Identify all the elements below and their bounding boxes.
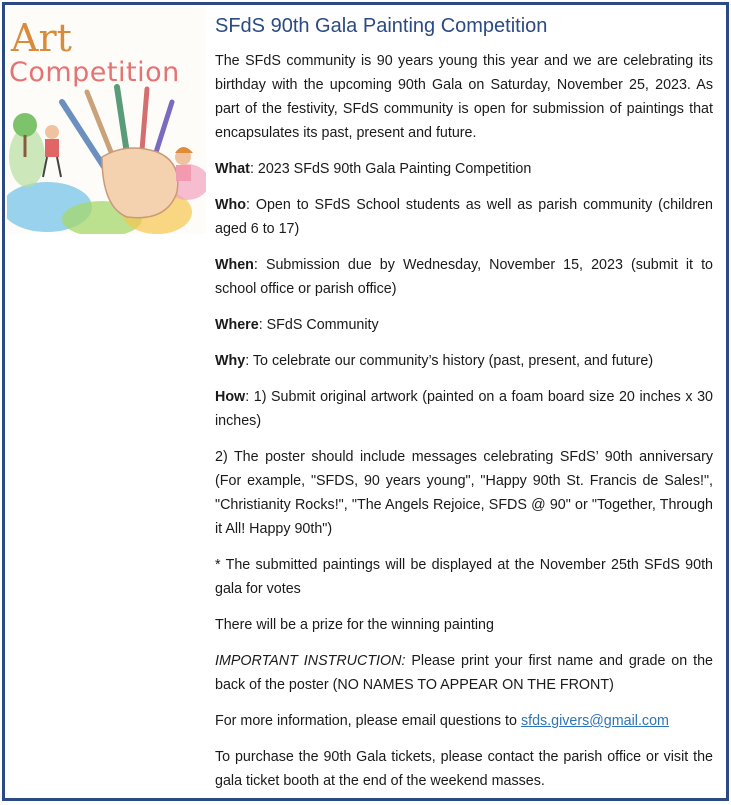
where-text: : SFdS Community [258, 317, 379, 333]
what-line [215, 157, 713, 181]
art-illustration-icon [7, 7, 206, 234]
when-label: When [215, 257, 254, 273]
how-text: : 1) Submit original artwork (painted on a foam board size 20 inches x 30 inches) [215, 389, 713, 429]
important-instruction [215, 649, 713, 697]
how-examples-paragraph: 2) The poster should include messages celebrating SFdS’ 90th anniversary (For example, "SFDS, 90 years young", "Happy 90th St. Francis de Sales!", "Christianity Rocks!", "The Angels Rejoice, SFDS @ 90" or "Together, Through it All! Happy 90th") [215, 449, 713, 537]
intro-paragraph: The SFdS community is 90 years young this year and we are celebrating its birthday with the upcoming 90th Gala on Saturday, November 25, 2023. As part of the festivity, SFdS community is open for submission of paintings that encapsulates its past, present and future. [215, 53, 713, 141]
what-text: : 2023 SFdS 90th Gala Painting Competition [249, 161, 532, 177]
how-line [215, 385, 713, 433]
where-label: Where [215, 317, 259, 333]
when-text: : Submission due by Wednesday, November 15, 2023 (submit it to school office or parish office) [215, 257, 713, 297]
why-label: Why [215, 353, 246, 369]
how-label: How [215, 389, 246, 405]
prize-note: There will be a prize for the winning painting [215, 617, 494, 633]
competition-word: Competition [9, 57, 180, 88]
art-word: Art [11, 16, 72, 60]
why-line [215, 349, 713, 373]
info-text: For more information, please email questions to [215, 713, 521, 729]
what-label: What [215, 161, 250, 177]
display-note: * The submitted paintings will be displayed at the November 25th SFdS 90th gala for votes [215, 557, 713, 597]
poster-frame [2, 2, 729, 801]
info-line [215, 709, 713, 733]
where-line [215, 313, 713, 337]
page-title: SFdS 90th Gala Painting Competition [215, 15, 548, 37]
important-text: Please print your first name and grade on the back of the poster (NO NAMES TO APPEAR ON THE FRONT) [215, 653, 713, 693]
why-text: : To celebrate our community’s history (past, present, and future) [245, 353, 654, 369]
who-text: : Open to SFdS School students as well as parish community (children aged 6 to 17) [215, 197, 713, 237]
email-link[interactable]: sfds.givers@gmail.com [520, 713, 669, 729]
who-line [215, 193, 713, 241]
when-line [215, 253, 713, 301]
important-label: IMPORTANT INSTRUCTION: [215, 653, 406, 669]
who-label: Who [215, 197, 246, 213]
tickets-note: To purchase the 90th Gala tickets, please contact the parish office or visit the gala ticket booth at the end of the weekend masses. [215, 749, 713, 789]
announcement-body [215, 49, 713, 805]
art-competition-illustration [7, 7, 206, 234]
